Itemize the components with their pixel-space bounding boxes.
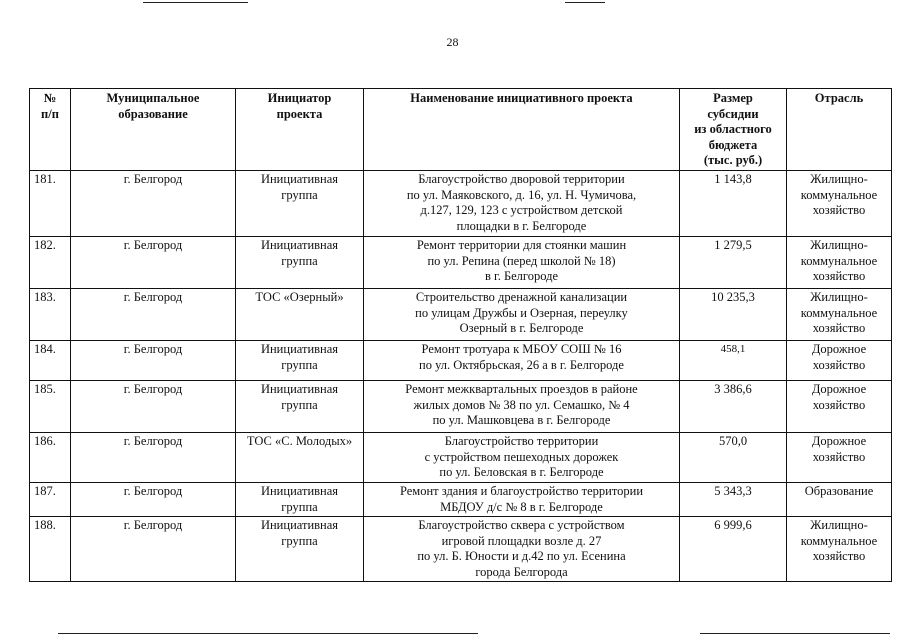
header-municipality: Муниципальное образование <box>71 89 236 171</box>
project-name-cell: Ремонт межквартальных проездов в районе жилых домов № 38 по ул. Семашко, № 4 по ул. Машковцева в г. Белгороде <box>364 381 680 433</box>
row-number-cell: 187. <box>30 483 71 517</box>
project-name-cell: Ремонт тротуара к МБОУ СОШ № 16 по ул. Октябрьская, 26 а в г. Белгороде <box>364 341 680 381</box>
row-number-cell: 183. <box>30 289 71 341</box>
table-row <box>30 237 892 289</box>
table-header-row <box>30 89 892 171</box>
sector-cell: Жилищно- коммунальное хозяйство <box>787 171 892 237</box>
subsidy-table <box>29 88 892 582</box>
project-name-cell: Благоустройство сквера с устройством игровой площадки возле д. 27 по ул. Б. Юности и д.42 по ул. Есенина города Белгорода <box>364 517 680 582</box>
municipality-cell: г. Белгород <box>71 483 236 517</box>
header-project: Наименование инициативного проекта <box>364 89 680 171</box>
subsidy-amount-cell: 6 999,6 <box>680 517 787 582</box>
table-row <box>30 289 892 341</box>
municipality-cell: г. Белгород <box>71 171 236 237</box>
header-initiator: Инициатор проекта <box>236 89 364 171</box>
initiator-cell: Инициативная группа <box>236 341 364 381</box>
municipality-cell: г. Белгород <box>71 517 236 582</box>
project-name-cell: Строительство дренажной канализации по улицам Дружбы и Озерная, переулку Озерный в г. Белгороде <box>364 289 680 341</box>
table-row <box>30 433 892 483</box>
row-number-cell: 185. <box>30 381 71 433</box>
municipality-cell: г. Белгород <box>71 289 236 341</box>
initiator-cell: ТОС «Озерный» <box>236 289 364 341</box>
subsidy-amount-cell: 3 386,6 <box>680 381 787 433</box>
project-name-cell: Ремонт здания и благоустройство территории МБДОУ д/с № 8 в г. Белгороде <box>364 483 680 517</box>
row-number-cell: 181. <box>30 171 71 237</box>
row-number-cell: 188. <box>30 517 71 582</box>
initiator-cell: Инициативная группа <box>236 237 364 289</box>
sector-cell: Жилищно- коммунальное хозяйство <box>787 289 892 341</box>
initiator-cell: ТОС «С. Молодых» <box>236 433 364 483</box>
sector-cell: Образование <box>787 483 892 517</box>
subsidy-amount-cell: 1 143,8 <box>680 171 787 237</box>
page-number: 28 <box>446 35 459 49</box>
subsidy-amount-cell: 10 235,3 <box>680 289 787 341</box>
row-number-cell: 186. <box>30 433 71 483</box>
sector-cell: Дорожное хозяйство <box>787 341 892 381</box>
sector-cell: Жилищно- коммунальное хозяйство <box>787 517 892 582</box>
municipality-cell: г. Белгород <box>71 237 236 289</box>
table-row <box>30 381 892 433</box>
header-num: № п/п <box>30 89 71 171</box>
scan-line-bottom-right <box>700 633 890 634</box>
table-row <box>30 483 892 517</box>
municipality-cell: г. Белгород <box>71 341 236 381</box>
initiator-cell: Инициативная группа <box>236 483 364 517</box>
subsidy-amount-cell: 458,1 <box>680 341 787 381</box>
municipality-cell: г. Белгород <box>71 381 236 433</box>
initiator-cell: Инициативная группа <box>236 517 364 582</box>
scan-line-top-left <box>143 2 248 3</box>
header-amount: Размер субсидии из областного бюджета (тыс. руб.) <box>680 89 787 171</box>
initiator-cell: Инициативная группа <box>236 381 364 433</box>
municipality-cell: г. Белгород <box>71 433 236 483</box>
subsidy-amount-cell: 570,0 <box>680 433 787 483</box>
sector-cell: Жилищно- коммунальное хозяйство <box>787 237 892 289</box>
sector-cell: Дорожное хозяйство <box>787 381 892 433</box>
scan-line-top-right <box>565 2 605 3</box>
row-number-cell: 184. <box>30 341 71 381</box>
project-name-cell: Благоустройство дворовой территории по ул. Маяковского, д. 16, ул. Н. Чумичова, д.127, 129, 123 с устройством детской площадки в г. Белгороде <box>364 171 680 237</box>
table-row <box>30 341 892 381</box>
subsidy-amount-cell: 1 279,5 <box>680 237 787 289</box>
table-row <box>30 171 892 237</box>
row-number-cell: 182. <box>30 237 71 289</box>
project-name-cell: Ремонт территории для стоянки машин по ул. Репина (перед школой № 18) в г. Белгороде <box>364 237 680 289</box>
table-row <box>30 517 892 582</box>
project-name-cell: Благоустройство территории с устройством пешеходных дорожек по ул. Беловская в г. Белгороде <box>364 433 680 483</box>
subsidy-amount-cell: 5 343,3 <box>680 483 787 517</box>
initiator-cell: Инициативная группа <box>236 171 364 237</box>
scan-line-bottom-left <box>58 633 478 634</box>
sector-cell: Дорожное хозяйство <box>787 433 892 483</box>
header-sector: Отрасль <box>787 89 892 171</box>
